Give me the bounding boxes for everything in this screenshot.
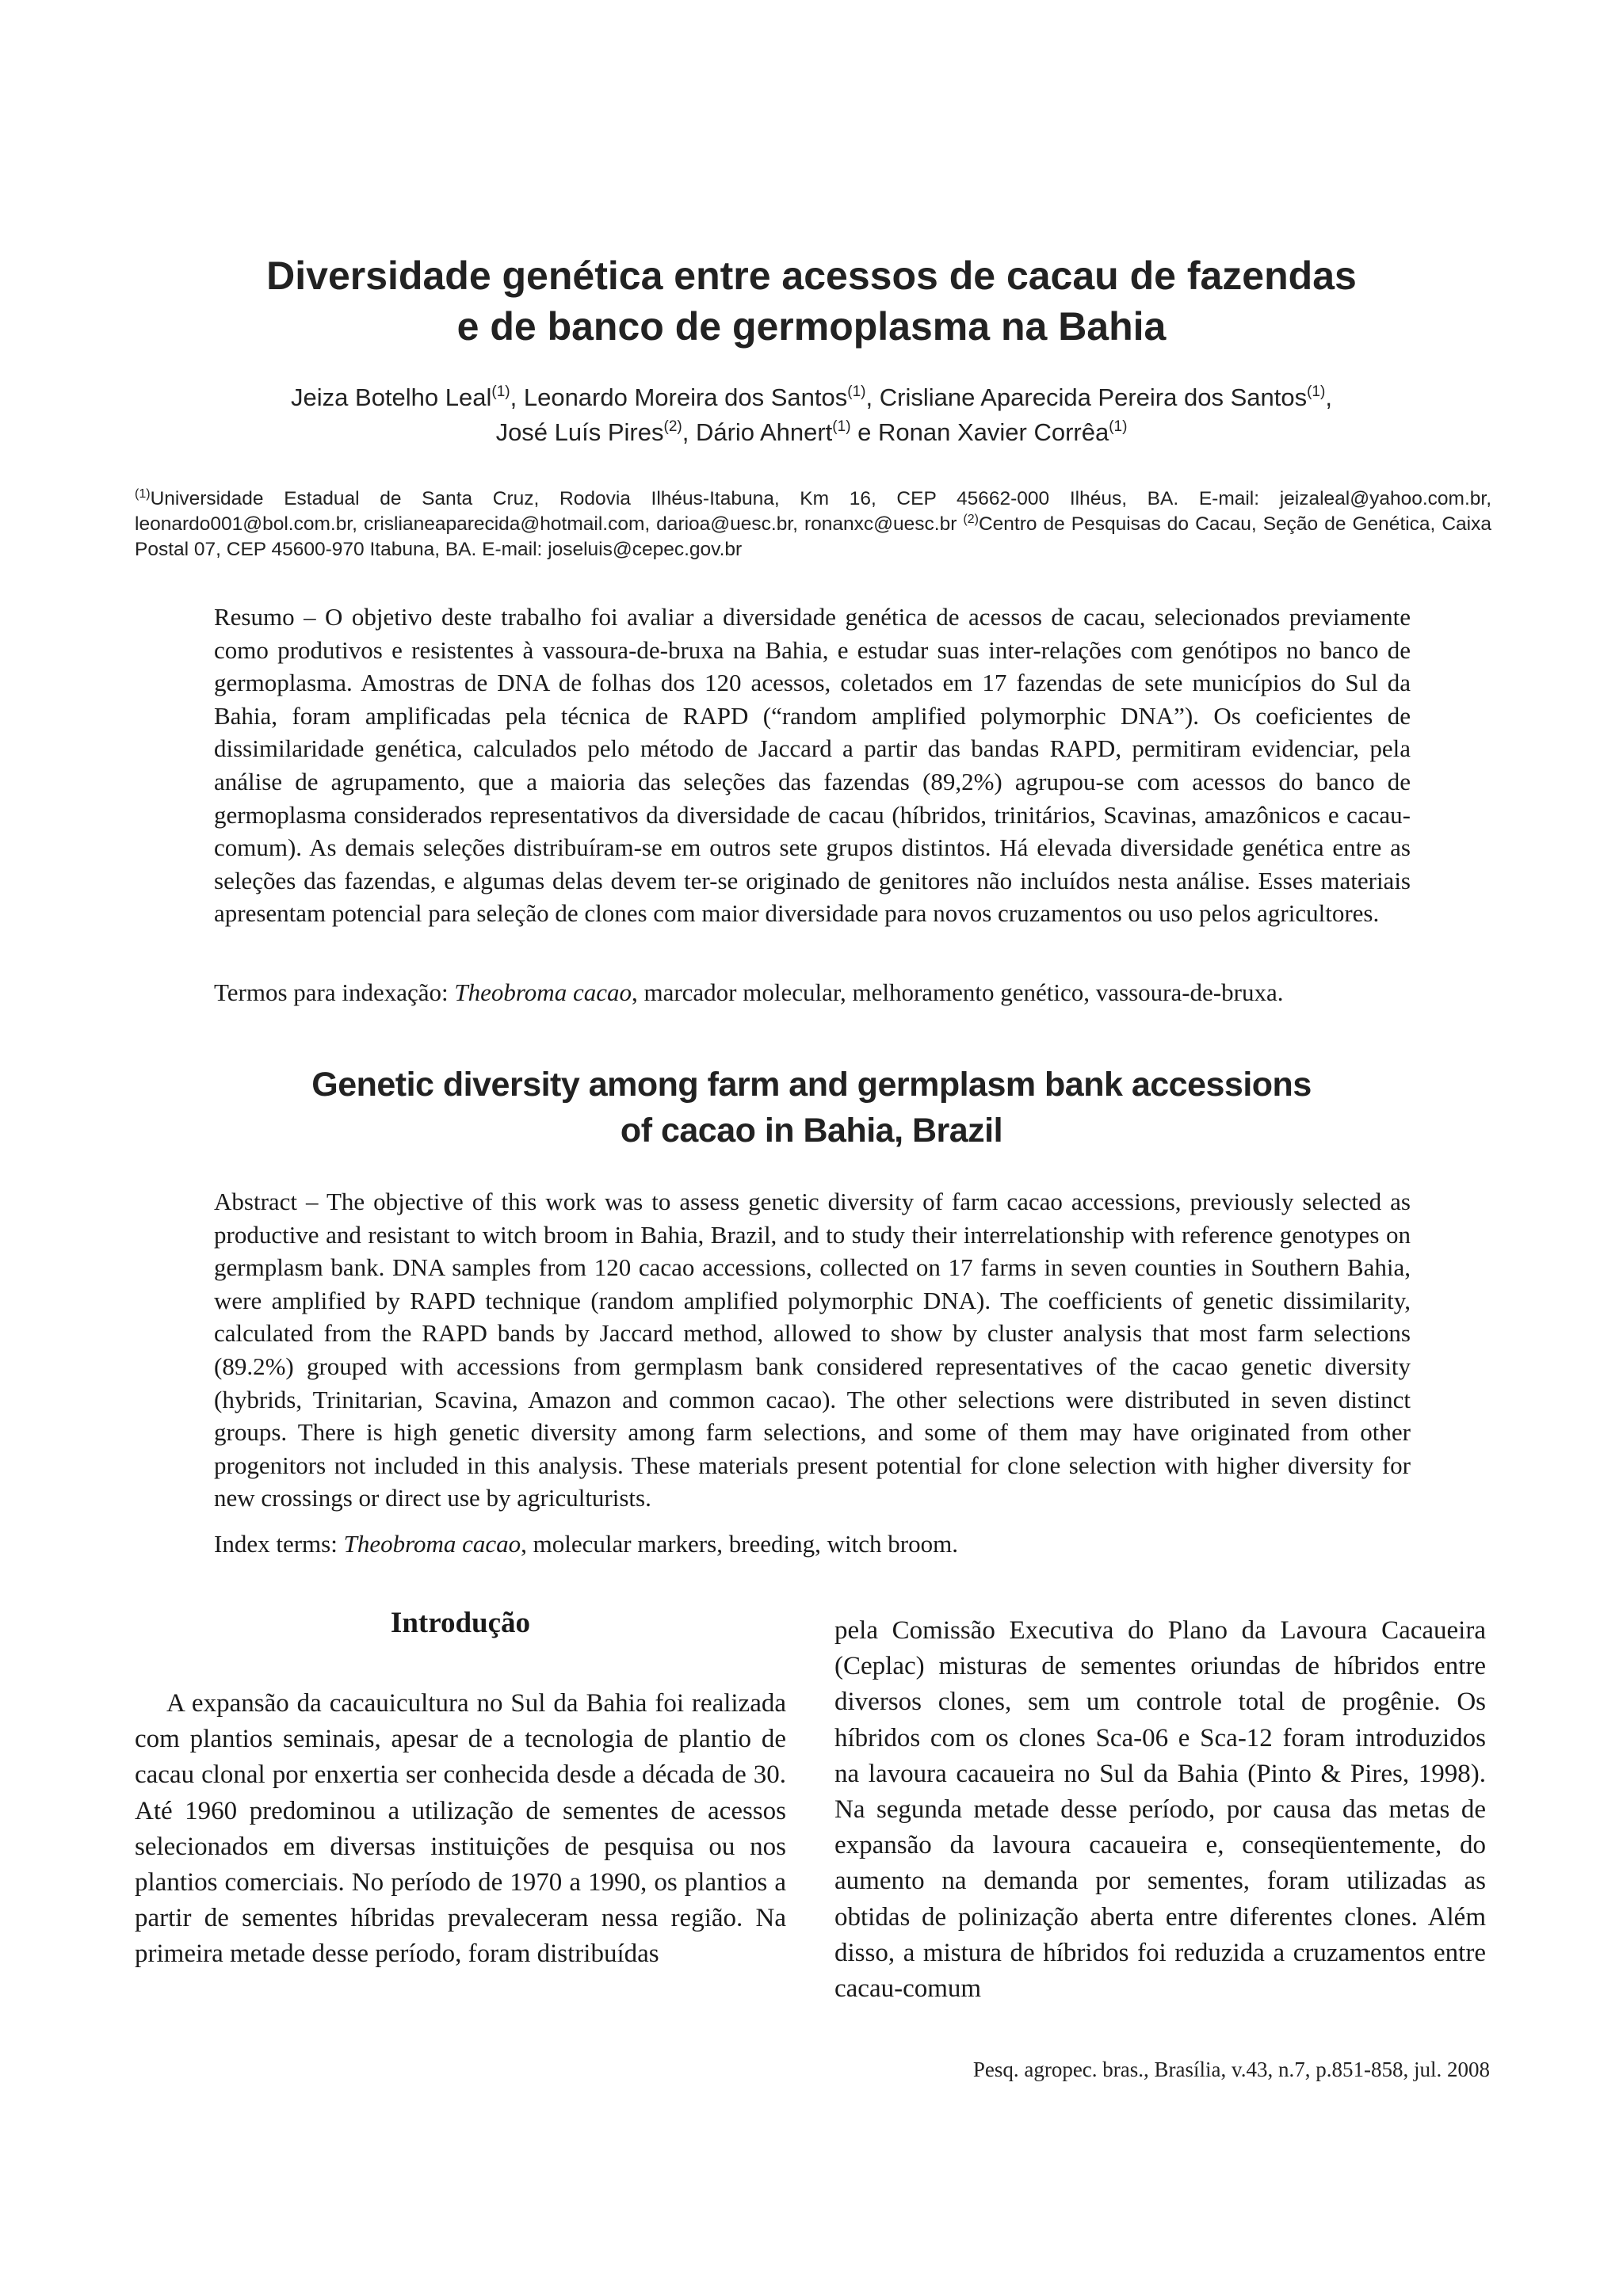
author-name: José Luís Pires bbox=[495, 418, 664, 446]
author-name: Leonardo Moreira dos Santos bbox=[523, 383, 848, 411]
intro-left-column: A expansão da cacauicultura no Sul da Bahia foi realizada com plantios seminais, apesar de a tecnologia de plantio de cacau clonal por enxertia ser conhecida desde a década de 30. Até 1960 predominou a utilização de sementes de acessos selecionados em diversas instituições de pesquisa ou nos plantios comerciais. No período de 1970 a 1990, os plantios a partir de sementes híbridas prevaleceram nessa região. Na primeira metade desse período, foram distribuídas bbox=[135, 1689, 786, 1969]
affiliation-text: Universidade Estadual de Santa Cruz, Rodovia Ilhéus-Itabuna, Km 16, CEP 45662-000 Ilhéus, BA. E-mail: jeizaleal@yahoo.com.br, leonardo001@bol.com.br, crislianeaparecida@hotmail.com, darioa@uesc.br, ronanxc@uesc.br bbox=[135, 488, 1491, 535]
author-separator: , bbox=[865, 383, 880, 411]
intro-right-column: pela Comissão Executiva do Plano da Lavoura Cacaueira (Ceplac) misturas de sementes oriundas de híbridos entre diversos clones, sem um controle total de progênie. Os híbridos com os clones Sca-06 e Sca-12 foram introduzidos na lavoura cacaueira no Sul da Bahia (Pinto & Pires, 1998). Na segunda metade desse período, por causa das metas de expansão da lavoura cacaueira e, conseqüentemente, do aumento na demanda por sementes, foram utilizadas as obtidas de polinização aberta entre diferentes clones. Além disso, a mistura de híbridos foi reduzida a cruzamentos entre cacau-comum bbox=[834, 1616, 1486, 2004]
author-separator: , bbox=[510, 383, 524, 411]
author-separator: , bbox=[682, 418, 696, 446]
author-affiliation-mark: (1) bbox=[1109, 418, 1128, 435]
termos-indexacao bbox=[214, 976, 1411, 1009]
article-title-pt bbox=[127, 250, 1496, 352]
affiliation-text: Centro de Pesquisas do Cacau, Seção de Genética, Caixa Postal 07, CEP 45600-970 Itabuna, BA. E-mail: joseluis@cepec.gov.br bbox=[135, 513, 1491, 560]
en-title-line-2: of cacao in Bahia, Brazil bbox=[620, 1112, 1003, 1150]
author-name: Dário Ahnert bbox=[695, 418, 833, 446]
section-heading-introducao: Introdução bbox=[390, 1607, 531, 1639]
author-affiliation-mark: (1) bbox=[832, 418, 851, 435]
index-species: Theobroma cacao bbox=[343, 1530, 521, 1558]
index-list: , molecular markers, breeding, witch broom. bbox=[521, 1530, 958, 1558]
author-separator: e bbox=[850, 418, 878, 446]
index-terms bbox=[214, 1527, 1411, 1561]
title-line-1: Diversidade genética entre acessos de cacau de fazendas bbox=[266, 254, 1357, 298]
citation-footer: Pesq. agropec. bras., Brasília, v.43, n.7, p.851-858, jul. 2008 bbox=[972, 2058, 1490, 2081]
affiliation-mark: (2) bbox=[963, 513, 979, 526]
article-title-en bbox=[127, 1062, 1496, 1154]
author-affiliation-mark: (1) bbox=[847, 383, 866, 400]
affiliation-mark: (1) bbox=[135, 487, 151, 501]
author-affiliation-mark: (1) bbox=[1307, 383, 1326, 400]
en-title-line-1: Genetic diversity among farm and germplasm bank accessions bbox=[311, 1066, 1312, 1104]
author-name: Ronan Xavier Corrêa bbox=[878, 418, 1109, 446]
termos-species: Theobroma cacao bbox=[454, 978, 632, 1006]
affiliations bbox=[135, 486, 1491, 563]
author-name: Crisliane Aparecida Pereira dos Santos bbox=[879, 383, 1308, 411]
author-affiliation-mark: (1) bbox=[491, 383, 510, 400]
author-affiliation-mark: (2) bbox=[663, 418, 682, 435]
termos-label: Termos para indexação: bbox=[214, 978, 455, 1006]
author-list bbox=[127, 380, 1496, 450]
title-line-2: e de banco de germoplasma na Bahia bbox=[456, 304, 1167, 349]
index-label: Index terms: bbox=[214, 1530, 344, 1558]
author-separator: , bbox=[1325, 383, 1332, 411]
resumo-paragraph: Resumo – O objetivo deste trabalho foi avaliar a diversidade genética de acessos de cacau, selecionados previamente como produtivos e resistentes à vassoura-de-bruxa na Bahia, e estudar suas inter-relações com genótipos no banco de germoplasma. Amostras de DNA de folhas dos 120 acessos, coletados em 17 fazendas de sete municípios do Sul da Bahia, foram amplificadas pela técnica de RAPD (“random amplified polymorphic DNA”). Os coeficientes de dissimilaridade genética, calculados pelo método de Jaccard a partir das bandas RAPD, permitiram evidenciar, pela análise de agrupamento, que a maioria das seleções das fazendas (89,2%) agrupou-se com acessos do banco de germoplasma considerados representativos da diversidade de cacau (híbridos, trinitários, Scavinas, amazônicos e cacau-comum). As demais seleções distribuíram-se em outros sete grupos distintos. Há elevada diversidade genética entre as seleções das fazendas, e algumas delas devem ter-se originado de genitores não incluídos nesta análise. Esses materiais apresentam potencial para seleção de clones com maior diversidade para novos cruzamentos ou uso pelos agricultores. bbox=[214, 603, 1411, 928]
author-name: Jeiza Botelho Leal bbox=[291, 383, 492, 411]
abstract-paragraph: Abstract – The objective of this work was to assess genetic diversity of farm cacao accessions, previously selected as productive and resistant to witch broom in Bahia, Brazil, and to study their interrelationship with reference genotypes on germplasm bank. DNA samples from 120 cacao accessions, collected on 17 farms in seven counties in Southern Bahia, were amplified by RAPD technique (random amplified polymorphic DNA). The coefficients of genetic dissimilarity, calculated from the RAPD bands by Jaccard method, allowed to show by cluster analysis that most farm selections (89.2%) grouped with accessions from germplasm bank considered representatives of the cacao genetic diversity (hybrids, Trinitarian, Scavina, Amazon and common cacao). The other selections were distributed in seven distinct groups. There is high genetic diversity among farm selections, and some of them may have originated from other progenitors not included in this analysis. These materials present potential for clone selection with higher diversity for new crossings or direct use by agriculturists. bbox=[214, 1188, 1411, 1512]
termos-list: , marcador molecular, melhoramento genético, vassoura-de-bruxa. bbox=[631, 978, 1284, 1006]
